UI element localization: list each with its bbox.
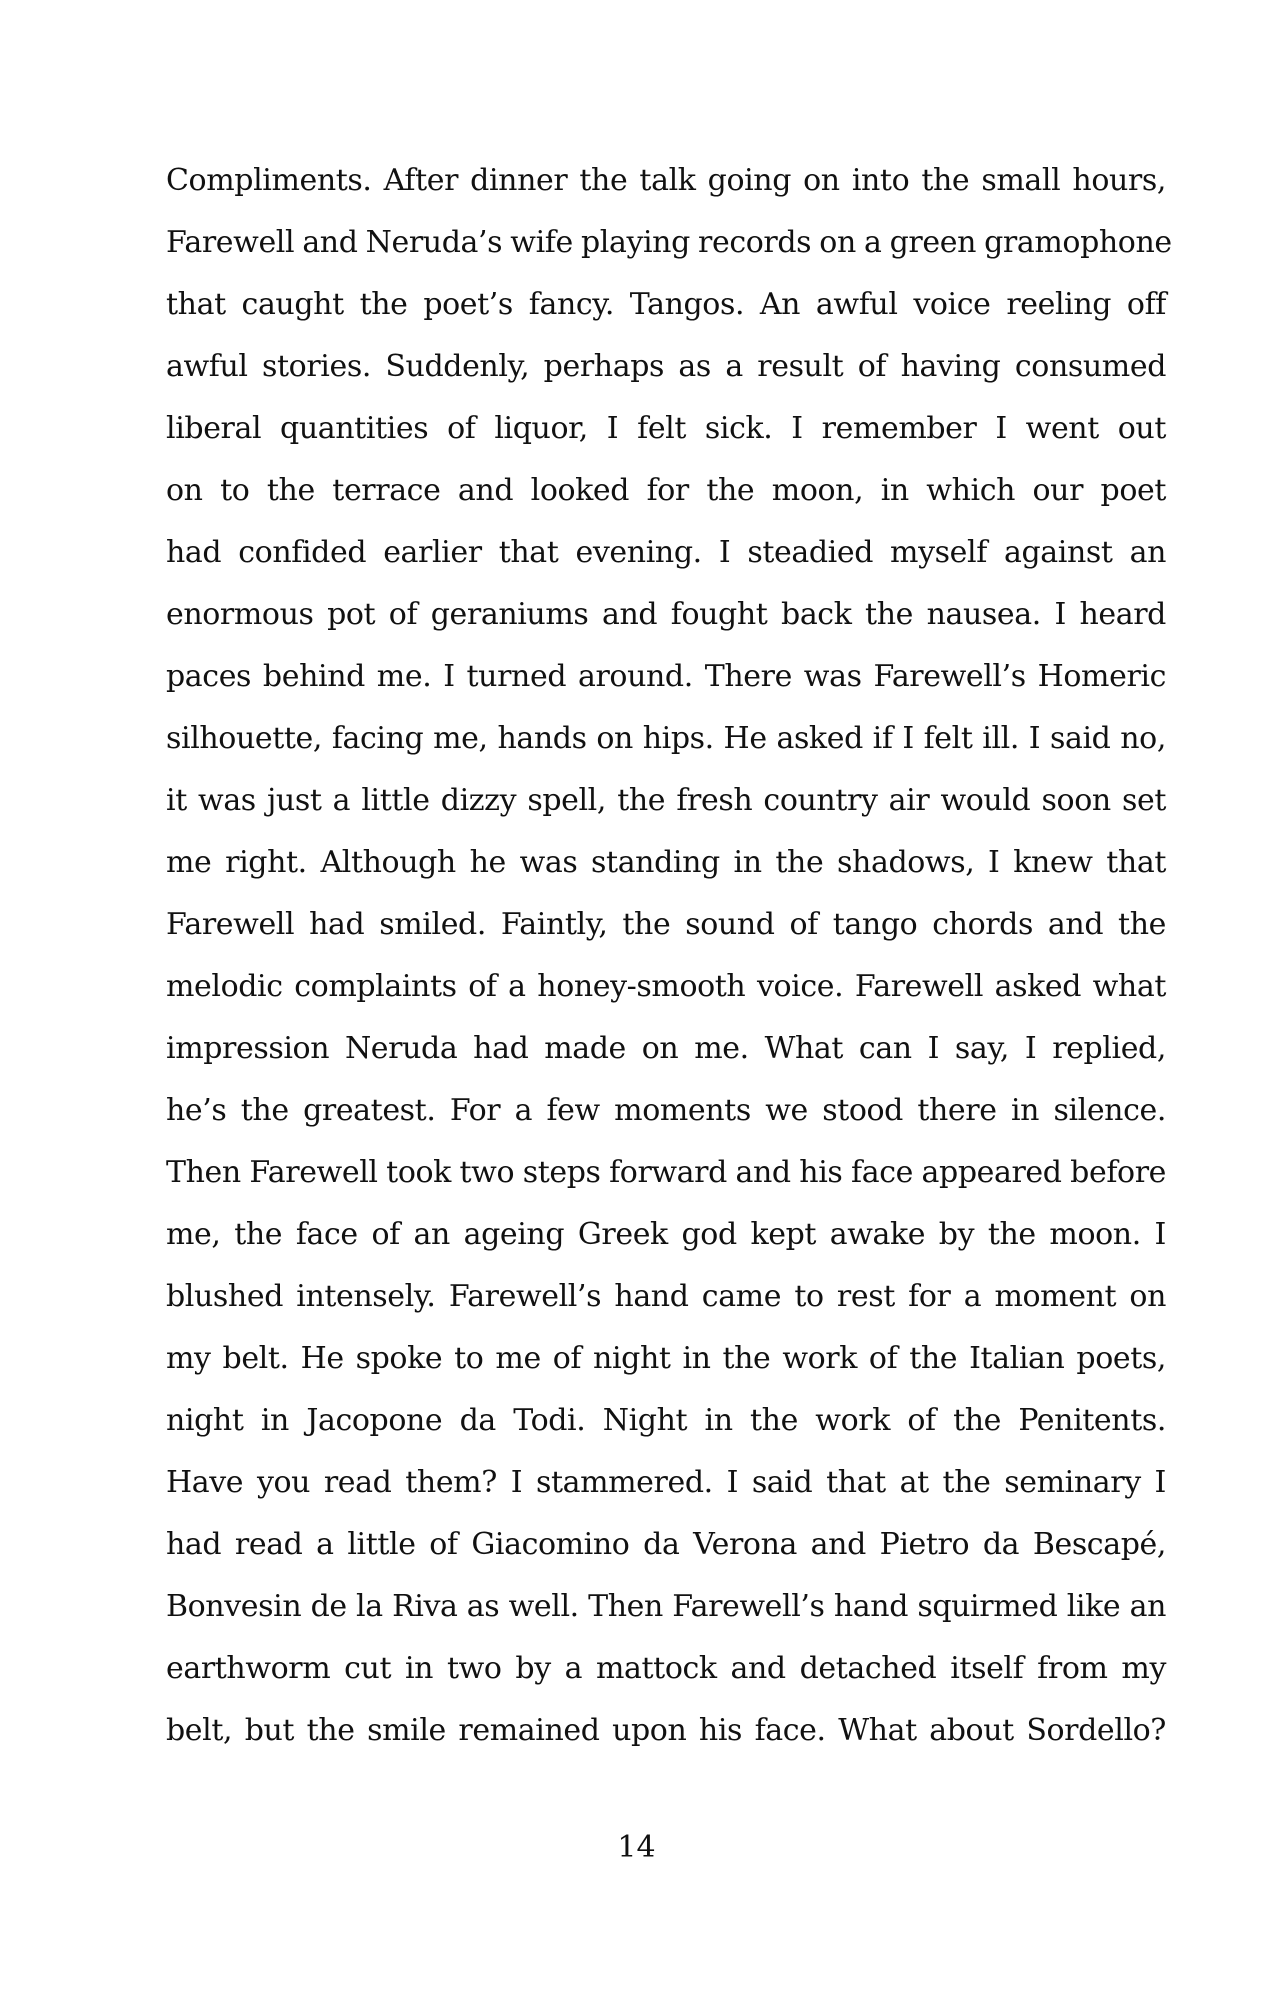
text-line: earthworm cut in two by a mattock and detached itself from my bbox=[166, 1651, 1166, 1686]
text-line: me right. Although he was standing in the shadows, I knew that bbox=[166, 845, 1166, 880]
text-line: had confided earlier that evening. I steadied myself against an bbox=[166, 535, 1166, 570]
text-line: Farewell had smiled. Faintly, the sound of tango chords and the bbox=[166, 907, 1166, 942]
text-line: liberal quantities of liquor, I felt sick. I remember I went out bbox=[166, 411, 1166, 446]
text-line: silhouette, facing me, hands on hips. He asked if I felt ill. I said no, bbox=[166, 721, 1166, 756]
text-line: melodic complaints of a honey-smooth voice. Farewell asked what bbox=[166, 969, 1166, 1004]
text-line: Farewell and Neruda’s wife playing records on a green gramophone bbox=[166, 225, 1172, 260]
text-line: had read a little of Giacomino da Verona and Pietro da Bescapé, bbox=[166, 1527, 1166, 1562]
text-line: night in Jacopone da Todi. Night in the work of the Penitents. bbox=[166, 1403, 1166, 1438]
text-line: it was just a little dizzy spell, the fresh country air would soon set bbox=[166, 783, 1166, 818]
text-line: impression Neruda had made on me. What can I say, I replied, bbox=[166, 1031, 1166, 1066]
text-line: Then Farewell took two steps forward and his face appeared before bbox=[166, 1155, 1166, 1190]
page-number: 14 bbox=[617, 1830, 656, 1865]
text-line: he’s the greatest. For a few moments we stood there in silence. bbox=[166, 1093, 1166, 1128]
text-line: me, the face of an ageing Greek god kept awake by the moon. I bbox=[166, 1217, 1166, 1252]
text-line: on to the terrace and looked for the moon, in which our poet bbox=[166, 473, 1166, 508]
text-line: my belt. He spoke to me of night in the work of the Italian poets, bbox=[166, 1341, 1166, 1376]
text-line: Compliments. After dinner the talk going on into the small hours, bbox=[166, 163, 1166, 198]
text-line: that caught the poet’s fancy. Tangos. An awful voice reeling off bbox=[166, 287, 1166, 322]
text-line: blushed intensely. Farewell’s hand came to rest for a moment on bbox=[166, 1279, 1166, 1314]
body-text bbox=[166, 150, 1172, 1762]
text-line: Have you read them? I stammered. I said that at the seminary I bbox=[166, 1465, 1166, 1500]
text-line: belt, but the smile remained upon his face. What about Sordello? bbox=[166, 1713, 1166, 1748]
text-line: enormous pot of geraniums and fought back the nausea. I heard bbox=[166, 597, 1166, 632]
text-line: awful stories. Suddenly, perhaps as a result of having consumed bbox=[166, 349, 1166, 384]
text-line: Bonvesin de la Riva as well. Then Farewell’s hand squirmed like an bbox=[166, 1589, 1166, 1624]
text-line: paces behind me. I turned around. There was Farewell’s Homeric bbox=[166, 659, 1166, 694]
